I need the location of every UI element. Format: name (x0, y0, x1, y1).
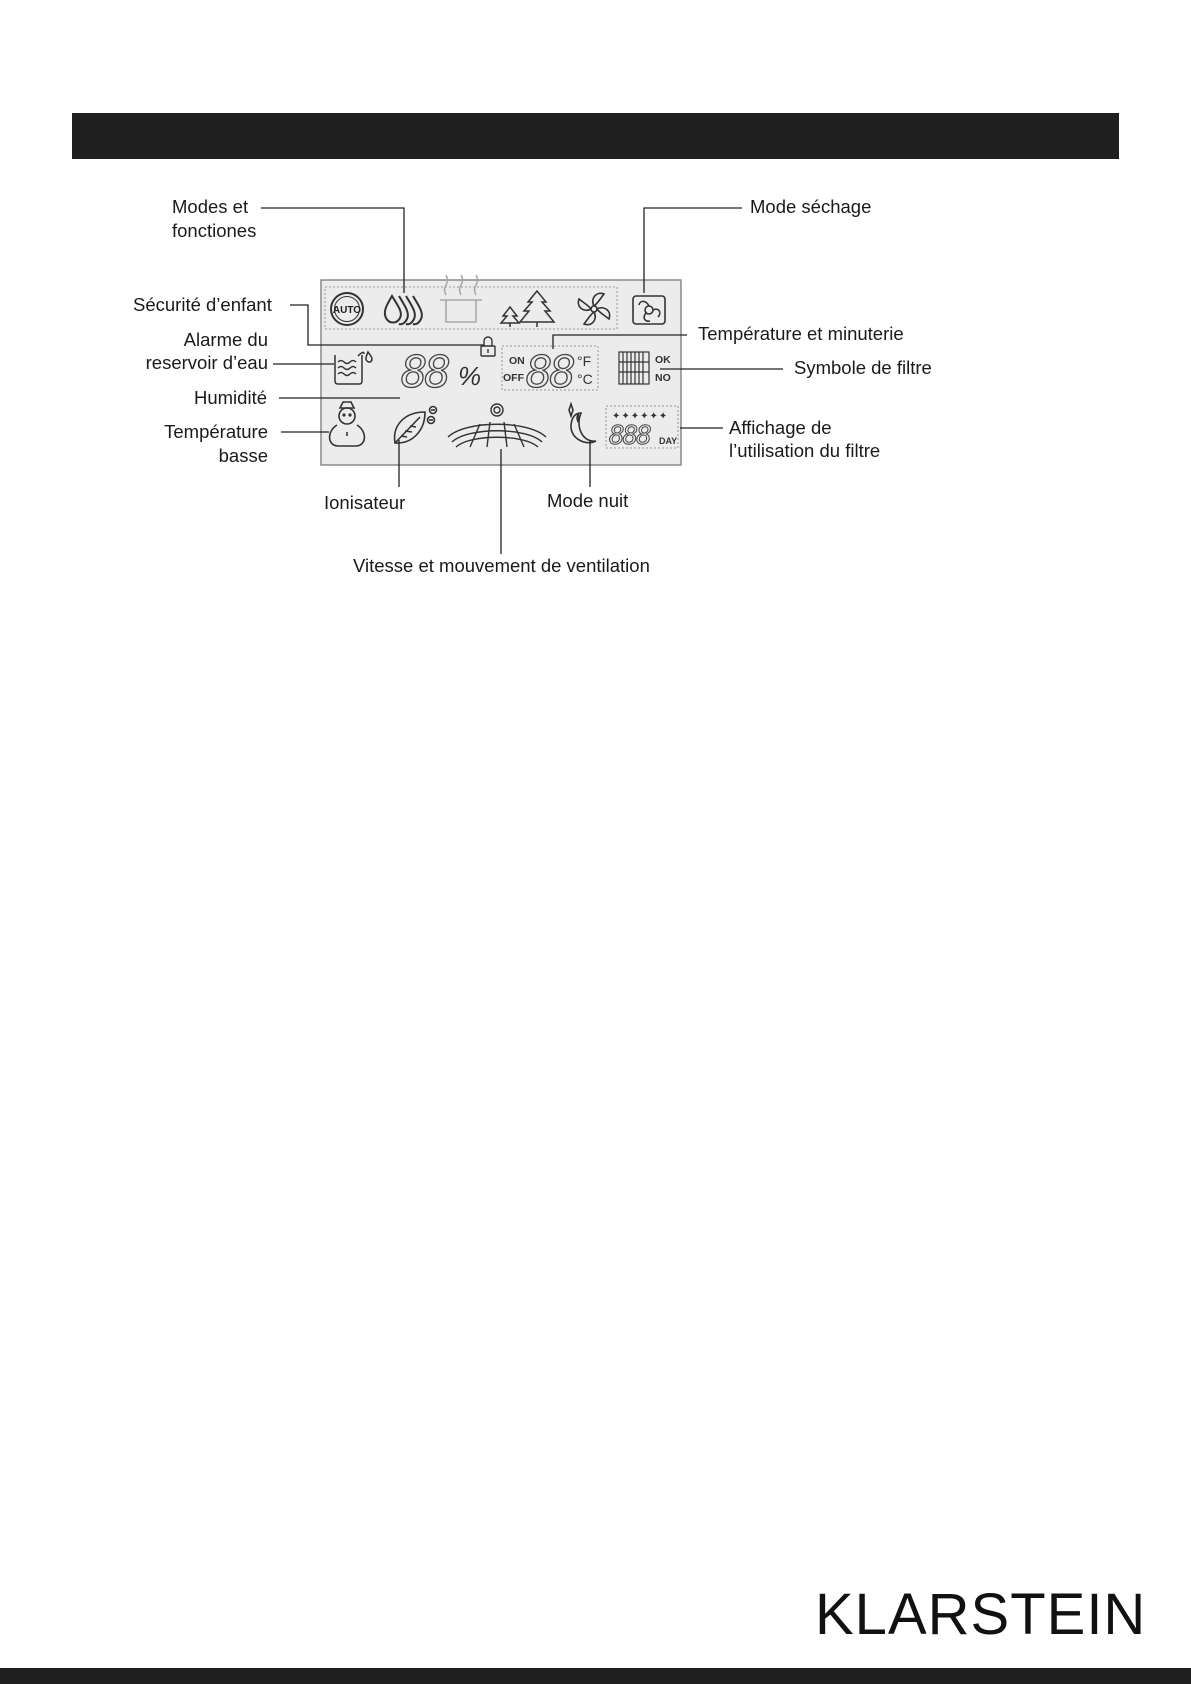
label-temp-basse-line1: Température (164, 421, 268, 442)
brand-logo: KLARSTEIN (815, 1582, 1147, 1647)
label-mode-nuit: Mode nuit (547, 490, 629, 511)
off-label: OFF (503, 372, 524, 384)
label-humidite: Humidité (194, 387, 267, 408)
filter-ok-label: OK (655, 354, 671, 366)
filter-usage-digits: 888 (609, 421, 650, 451)
label-alarme-line1: Alarme du (183, 329, 268, 350)
label-temp-minuterie: Température et minuterie (698, 323, 904, 344)
filter-stars: ✦✦✦✦✦✦ (612, 411, 669, 422)
fahrenheit-label: °F (577, 353, 592, 369)
filter-no-label: NO (655, 372, 671, 384)
temp-digits: 88 (526, 347, 573, 398)
humidity-digits: 88 (401, 347, 448, 398)
label-alarme-line2: reservoir d’eau (145, 352, 268, 373)
label-affichage-line1: Affichage de (729, 417, 832, 438)
day-label: DAY (659, 436, 678, 446)
percent-sign: % (458, 361, 482, 391)
label-affichage-line2: l’utilisation du filtre (729, 440, 881, 461)
label-modes-line2: fonctiones (172, 220, 257, 241)
label-ionisateur: Ionisateur (324, 492, 406, 513)
label-symbole-filtre: Symbole de filtre (794, 357, 932, 378)
label-temp-basse-line2: basse (218, 445, 268, 466)
label-mode-sechage: Mode séchage (750, 196, 872, 217)
footer-bar (0, 1668, 1191, 1684)
label-securite-enfant: Sécurité d’enfant (133, 294, 272, 315)
label-vitesse: Vitesse et mouvement de ventilation (353, 555, 650, 576)
auto-text: AUTO (332, 305, 362, 316)
celsius-label: °C (577, 371, 593, 387)
on-label: ON (509, 355, 525, 367)
label-modes-line1: Modes et (172, 196, 249, 217)
